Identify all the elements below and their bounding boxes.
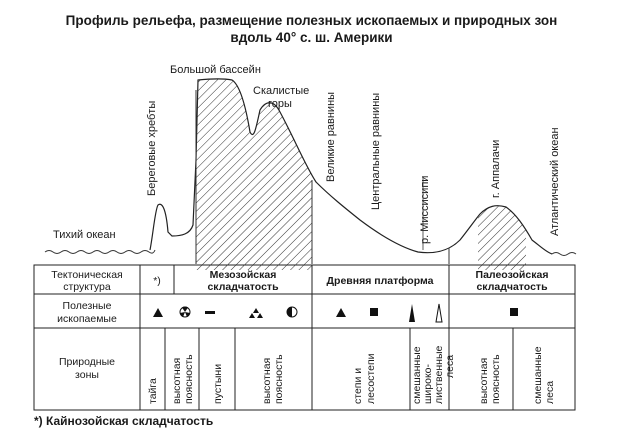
label-rocky-2: горы (268, 98, 292, 110)
cenozoic-marker: *) (153, 275, 161, 287)
mineral-tall-triangle-icon (409, 304, 415, 322)
footnote: *) Кайнозойская складчатость (34, 414, 214, 428)
zone-highland2-a: высотная (261, 357, 273, 404)
label-great-basin: Большой бассейн (170, 64, 261, 76)
row-header-tectonic-2: структура (63, 281, 111, 293)
zone-mixed2-b: леса (544, 380, 556, 404)
diagram-title-line1: Профиль рельефа, размещение полезных ископаемых и природных зон (65, 13, 558, 28)
mineral-tall-triangle-outline-icon (436, 304, 442, 322)
mineral-triple-triangle-icon (249, 308, 263, 318)
zone-mixed2-a: смешанные (532, 346, 544, 404)
row-header-minerals-2: ископаемые (57, 313, 117, 325)
row-header-zones-2: зоны (75, 369, 99, 381)
label-coastal-ranges: Береговые хребты (146, 100, 158, 196)
zone-steppe-b: лесостепи (365, 353, 377, 404)
zone-mixed-b: широко- (422, 363, 434, 404)
label-central-plains: Центральные равнины (370, 92, 382, 210)
tectonic-mesozoic-2: складчатость (207, 281, 279, 293)
zone-highland3-a: высотная (478, 357, 490, 404)
mineral-triangle-icon (336, 308, 346, 317)
mineral-square-icon (370, 308, 378, 316)
zone-mixed-a: смешанные (411, 346, 423, 404)
diagram-title-line2: вдоль 40° с. ш. Америки (230, 30, 393, 45)
label-appalachians: г. Аппалачи (490, 139, 502, 198)
mineral-radioactive-icon (180, 307, 190, 318)
zone-deserts: пустыни (212, 363, 224, 404)
zone-mixed-d: леса (444, 354, 456, 378)
mineral-dash-icon (205, 311, 215, 314)
zone-taiga: тайга (147, 378, 159, 404)
label-mississippi: р. Миссисипи (419, 175, 431, 244)
label-atlantic: Атлантический океан (549, 127, 561, 236)
mineral-half-circle-icon (287, 307, 297, 317)
label-rocky-1: Скалистые (253, 85, 310, 97)
paleozoic-hatch (478, 190, 526, 270)
label-great-plains: Великие равнины (325, 91, 337, 182)
label-pacific: Тихий океан (53, 229, 116, 241)
zone-steppe-a: степи и (352, 367, 364, 404)
tectonic-paleozoic-1: Палеозойская (475, 269, 549, 281)
zone-highland3-b: поясность (490, 354, 502, 404)
mineral-symbols (153, 304, 518, 322)
mineral-square-icon (510, 308, 518, 316)
tectonic-platform: Древняя платформа (326, 275, 434, 287)
tectonic-paleozoic-2: складчатость (476, 281, 548, 293)
zone-highland1-a: высотная (171, 357, 183, 404)
pacific-wave (45, 250, 155, 254)
zone-highland2-b: поясность (273, 354, 285, 404)
zone-mixed-c: лиственные (433, 345, 445, 404)
atlantic-wave (552, 253, 576, 256)
zone-highland1-b: поясность (183, 354, 195, 404)
hatched-folding-areas (196, 60, 526, 270)
tectonic-mesozoic-1: Мезозойская (209, 269, 277, 281)
row-header-minerals-1: Полезные (62, 300, 112, 312)
row-header-zones-1: Природные (58, 356, 116, 368)
mineral-triangle-icon (153, 308, 163, 317)
row-header-tectonic-1: Тектоническая (51, 269, 123, 281)
